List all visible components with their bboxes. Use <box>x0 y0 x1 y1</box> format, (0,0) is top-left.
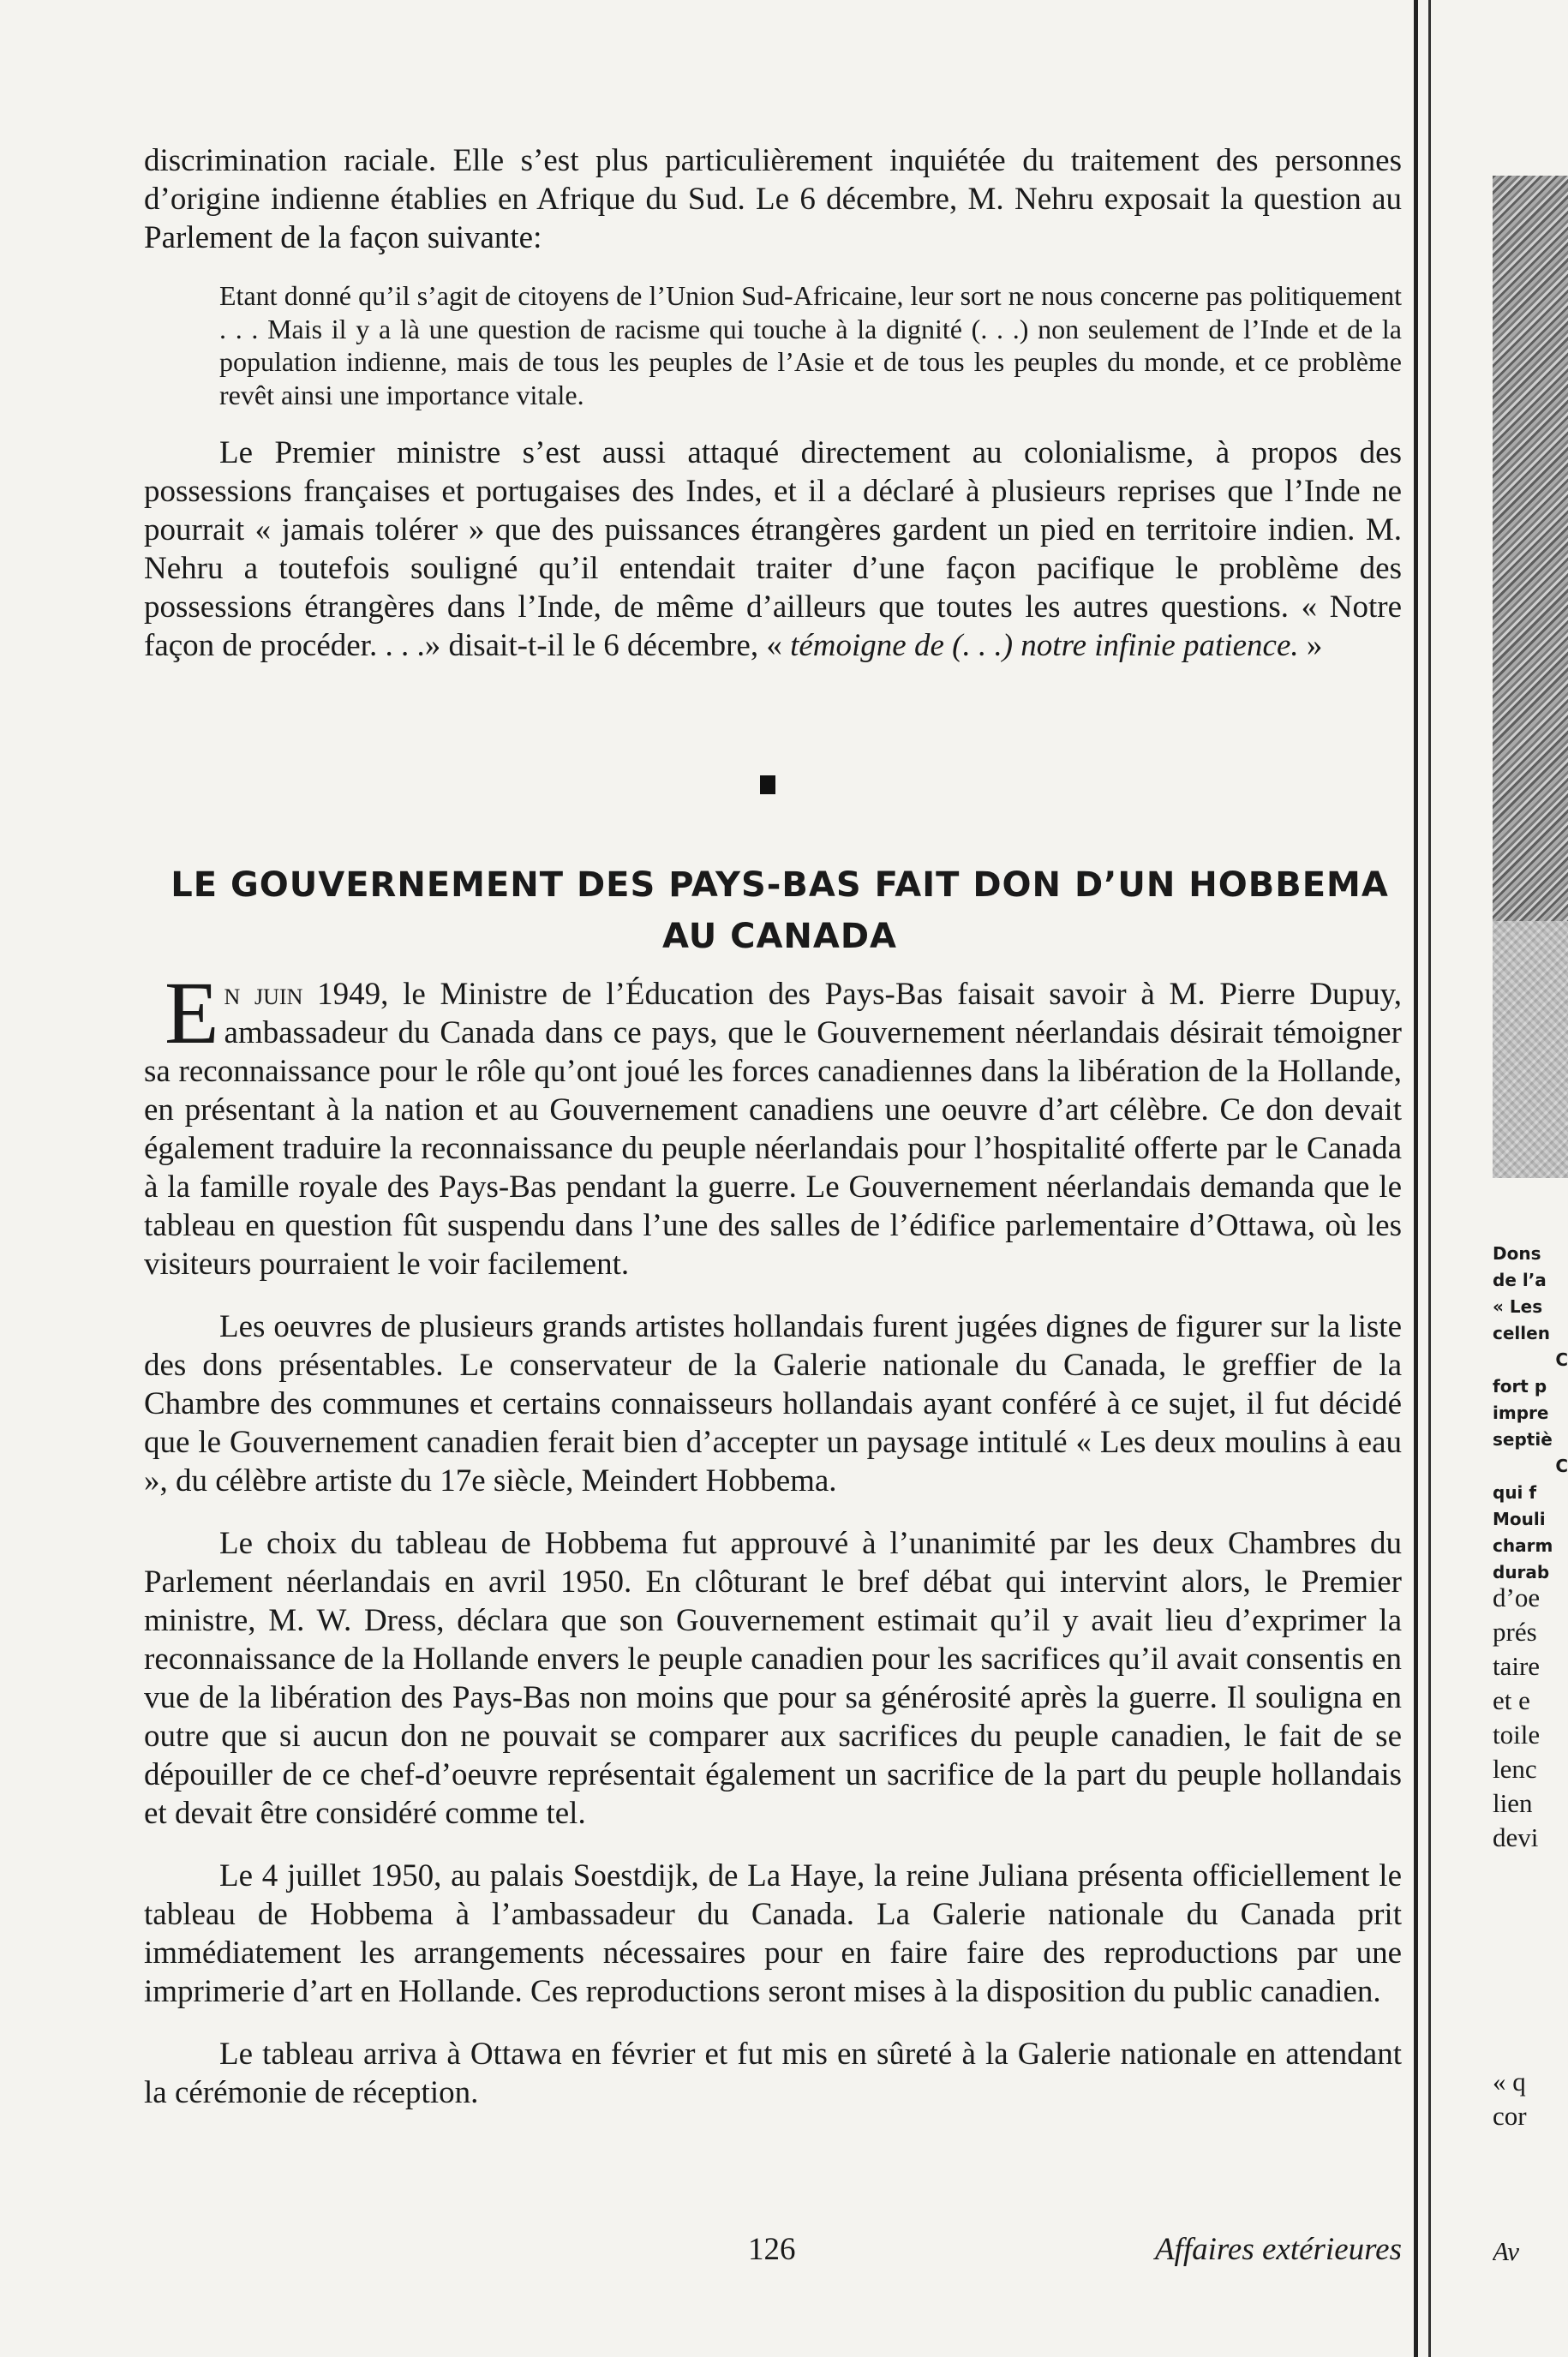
running-title: Affaires extérieures <box>1154 2232 1402 2267</box>
article-title: LE GOUVERNEMENT DES PAYS-BAS FAIT DON D’UN HOBBEMA AU CANADA <box>171 865 1389 956</box>
neighbor-caption-line: « Les <box>1493 1296 1543 1317</box>
page-gutter-line <box>1414 0 1418 2357</box>
drop-cap: E <box>165 964 219 1062</box>
neighbor-body-line: devi <box>1493 1822 1539 1852</box>
neighbor-caption-line: cellen <box>1493 1323 1550 1343</box>
neighbor-caption-line: qui f <box>1493 1482 1537 1503</box>
page-footer <box>144 2231 1402 2274</box>
neighbor-body <box>1493 1581 1568 1855</box>
paragraph-colonialism-italic: témoigne de (. . .) notre infinie patience. <box>790 628 1299 663</box>
article-paragraph-1 <box>144 964 1403 1283</box>
neighbor-caption-line: C <box>1555 1349 1568 1370</box>
paragraph-colonialism-end: » <box>1298 628 1323 663</box>
article-paragraph-4: Le 4 juillet 1950, au palais Soestdijk, de La Haye, la reine Juliana présenta officiellement le tableau de Hobbema à l’ambassadeur du Canada. La Galerie nationale du Canada prit immédiatement les arrangements nécessaires pour en faire faire des reproductions par une imprimerie d’art en Hollande. Ces reproductions seront mises à la disposition du public canadien. <box>144 1858 1402 2009</box>
neighbor-body-line: toile <box>1493 1720 1541 1750</box>
nehru-quote: Etant donné qu’il s’agit de citoyens de l’Union Sud-Africaine, leur sort ne nous concerne pas politiquement . . . Mais il y a là une question de racisme qui touche à la dignité (. . .) non seulement de l’Inde et de la population indienne, mais de tous les peuples de l’Asie et de tous les peuples du monde, et ce problème revêt ainsi une importance vitale. <box>219 280 1402 410</box>
neighbor-caption-line: C <box>1555 1456 1568 1476</box>
article-paragraph-3: Le choix du tableau de Hobbema fut approuvé à l’unanimité par les deux Chambres du Parlement néerlandais en avril 1950. En clôturant le bref débat qui intervint alors, le Premier ministre, M. W. Dress, déclara que son Gouvernement estimait qu’il y avait lieu d’exprimer la reconnaissance de la Hollande envers le peuple canadien pour les sacrifices qu’il avait consentis en vue de la libération des Pays-Bas non moins que pour sa générosité après la guerre. Il souligna en outre que si aucun don ne pouvait se comparer aux sacrifices du peuple canadien, le fait de se dépouiller de ce chef-d’oeuvre représentait également un sacrifice de la part du peuple hollandais et devait être considéré comme tel. <box>144 1526 1402 1831</box>
neighbor-body-line: taire <box>1493 1651 1541 1681</box>
main-text-column <box>144 141 1402 665</box>
lead-in-smallcaps: n juin <box>224 977 303 1012</box>
neighbor-caption-line: impre <box>1493 1403 1549 1423</box>
neighbor-caption-line: Mouli <box>1493 1509 1546 1529</box>
paragraph-colonialism-text: Le Premier ministre s’est aussi attaqué directement au colonialisme, à propos des possessions françaises et portugaises des Indes, et il a déclaré à plusieurs reprises que l’Inde ne pourrait « jamais tolérer » que des puissances étrangères gardent un pied en territoire indien. M. Nehru a toutefois souligné qu’il entendait traiter d’une façon pacifique le problème des possessions étrangères dans l’Inde, de même d’ailleurs que toutes les autres questions. « Notre façon de procéder. . . .» disait-t-il le 6 décembre, « <box>144 435 1402 663</box>
article-body <box>144 964 1403 2112</box>
neighbor-body-line: cor <box>1493 2101 1527 2131</box>
article-paragraph-1-text: 1949, le Ministre de l’Éducation des Pays-Bas faisait savoir à M. Pierre Dupuy, ambassadeur du Canada dans ce pays, que le Gouvernement néerlandais désirait témoigner sa reconnaissance pour le rôle qu’ont joué les forces canadiennes dans la libération de la Hollande, en présentant à la nation et au Gouvernement canadiens une oeuvre d’art célèbre. Ce don devait également traduire la reconnaissance du peuple néerlandais pour l’hospitalité offerte par le Canada à la famille royale des Pays-Bas pendant la guerre. Le Gouvernement néerlandais demanda que le tableau en question fût suspendu dans l’une des salles de l’édifice parlementaire d’Ottawa, où les visiteurs pourraient le voir facilement. <box>144 977 1403 1282</box>
article-paragraph-5: Le tableau arriva à Ottawa en février et fut mis en sûreté à la Galerie nationale en attendant la cérémonie de réception. <box>144 2037 1402 2110</box>
neighbor-body-line: lien <box>1493 1788 1533 1818</box>
neighbor-caption-line: de l’a <box>1493 1270 1547 1290</box>
neighbor-body-line: « q <box>1493 2067 1526 2097</box>
neighbor-body-line: prés <box>1493 1617 1537 1647</box>
neighbor-body-line: et e <box>1493 1685 1530 1715</box>
neighbor-caption-line: fort p <box>1493 1376 1547 1397</box>
neighbor-body-line: d’oe <box>1493 1582 1541 1612</box>
section-divider-mark <box>760 775 775 794</box>
neighbor-footer: Av <box>1493 2236 1519 2266</box>
page-gutter-line-inner <box>1428 0 1431 2357</box>
neighbor-caption-line: Dons <box>1493 1243 1541 1264</box>
neighbor-caption-line: charm <box>1493 1535 1553 1556</box>
neighbor-body-lower <box>1493 2065 1568 2133</box>
neighbor-caption-line: durab <box>1493 1562 1550 1582</box>
neighbor-body-line: lenc <box>1493 1754 1537 1784</box>
neighbor-caption <box>1493 1241 1568 1586</box>
neighbor-page-photo-lower <box>1493 921 1568 1178</box>
paragraph-continued: discrimination raciale. Elle s’est plus particulièrement inquiétée du traitement des personnes d’origine indienne établies en Afrique du Sud. Le 6 décembre, M. Nehru exposait la question au Parlement de la façon suivante: <box>144 143 1402 255</box>
paragraph-colonialism <box>144 434 1402 665</box>
page-number: 126 <box>748 2232 796 2267</box>
neighbor-caption-line: septiè <box>1493 1429 1553 1450</box>
article-paragraph-2: Les oeuvres de plusieurs grands artistes hollandais furent jugées dignes de figurer sur la liste des dons présentables. Le conservateur de la Galerie nationale du Canada, le greffier de la Chambre des communes et certains connaisseurs hollandais ayant conféré à ce sujet, il fut décidé que le Gouvernement canadien ferait bien d’accepter un paysage intitulé « Les deux moulins à eau », du célèbre artiste du 17e siècle, Meindert Hobbema. <box>144 1309 1402 1499</box>
